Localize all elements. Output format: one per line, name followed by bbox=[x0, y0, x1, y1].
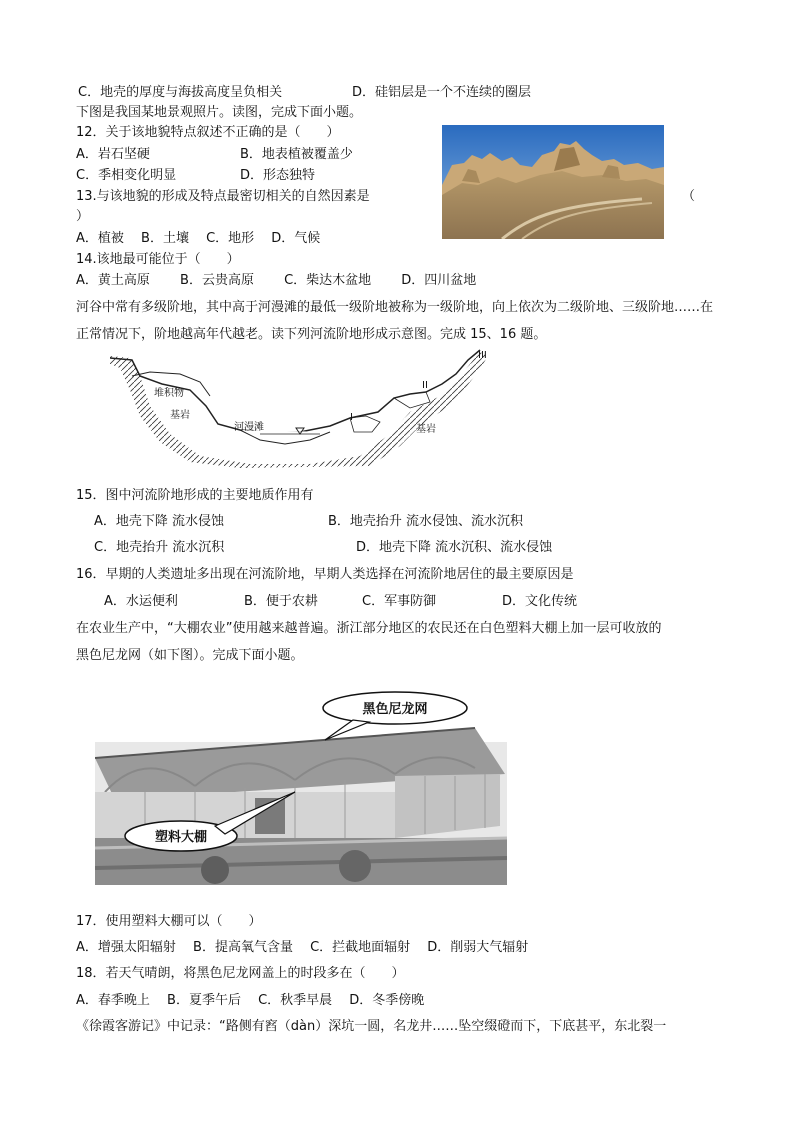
terrace-intro-line1: 河谷中常有多级阶地，其中高于河漫滩的最低一级阶地被称为一级阶地，向上依次为二级阶地、三级阶地……在 bbox=[76, 300, 714, 315]
q16-option-b: B．便于农耕 bbox=[244, 594, 318, 609]
q18-options: A．春季晚上 B．夏季午后 C．秋季早晨 D．冬季傍晚 bbox=[76, 993, 425, 1008]
q13-paren-open: （ bbox=[682, 189, 696, 204]
question-12: 12．关于该地貌特点叙述不正确的是（ ） bbox=[76, 125, 340, 140]
q15-option-b: B．地壳抬升 流水侵蚀、流水沉积 bbox=[328, 514, 524, 529]
question-15: 15．图中河流阶地形成的主要地质作用有 bbox=[76, 488, 314, 503]
q13-options: A．植被 B．土壤 C．地形 D．气候 bbox=[76, 231, 321, 246]
callout-nylon-net: 黑色尼龙网 bbox=[362, 702, 428, 717]
river-terrace-diagram bbox=[110, 346, 520, 470]
question-14: 14.该地最可能位于（ ） bbox=[76, 252, 240, 267]
q12-option-a: A．岩石坚硬 bbox=[76, 147, 150, 162]
question-16: 16．早期的人类遗址多出现在河流阶地，早期人类选择在河流阶地居住的最主要原因是 bbox=[76, 567, 574, 582]
intro-photo-questions: 下图是我国某地景观照片。读图，完成下面小题。 bbox=[76, 105, 363, 120]
question-17: 17．使用塑料大棚可以（ ） bbox=[76, 914, 262, 929]
label-bedrock-right: 基岩 bbox=[416, 424, 436, 435]
q13-paren-close: ） bbox=[76, 209, 90, 224]
greenhouse-intro-line1: 在农业生产中，“大棚农业”使用越来越普遍。浙江部分地区的农民还在白色塑料大棚上加一层可收放的 bbox=[76, 621, 662, 636]
q14-options: A．黄土高原 B．云贵高原 C．柴达木盆地 D．四川盆地 bbox=[76, 273, 477, 288]
q15-option-a: A．地壳下降 流水侵蚀 bbox=[94, 514, 225, 529]
label-floodplain: 河漫滩 bbox=[234, 422, 264, 433]
greenhouse-intro-line2: 黑色尼龙网（如下图）。完成下面小题。 bbox=[76, 648, 304, 663]
question-13: 13.与该地貌的形成及特点最密切相关的自然因素是 bbox=[76, 189, 370, 204]
label-terrace-1: I bbox=[350, 412, 353, 423]
question-18: 18．若天气晴朗，将黑色尼龙网盖上的时段多在（ ） bbox=[76, 966, 405, 981]
greenhouse-photo bbox=[95, 688, 507, 885]
q12-option-b: B．地表植被覆盖少 bbox=[240, 147, 353, 162]
label-bedrock-left: 基岩 bbox=[170, 410, 190, 421]
terrace-intro-line2: 正常情况下，阶地越高年代越老。读下列河流阶地形成示意图。完成 15、16 题。 bbox=[76, 327, 547, 342]
q12-option-c: C．季相变化明显 bbox=[76, 168, 177, 183]
q16-option-d: D．文化传统 bbox=[502, 594, 578, 609]
option-d-q11: D．硅铝层是一个不连续的圈层 bbox=[352, 85, 532, 100]
q15-option-c: C．地壳抬升 流水沉积 bbox=[94, 540, 225, 555]
label-terrace-3: III bbox=[478, 350, 487, 361]
callout-plastic-tunnel: 塑料大棚 bbox=[154, 830, 208, 845]
option-c-q11: C．地壳的厚度与海拔高度呈负相关 bbox=[78, 85, 283, 100]
q16-option-c: C．军事防御 bbox=[362, 594, 437, 609]
xu-xiake-passage: 《徐霞客游记》中记录：“路侧有窞（dàn）深坑一圆，名龙井……坠空缀磴而下，下底甚平，东北裂一 bbox=[76, 1019, 667, 1034]
label-sediment: 堆积物 bbox=[154, 388, 184, 399]
label-terrace-2: II bbox=[422, 380, 428, 391]
landscape-photo bbox=[442, 125, 664, 239]
q15-option-d: D．地壳下降 流水沉积、流水侵蚀 bbox=[356, 540, 553, 555]
q12-option-d: D．形态独特 bbox=[240, 168, 316, 183]
q16-option-a: A．水运便利 bbox=[104, 594, 178, 609]
q17-options: A．增强太阳辐射 B．提高氧气含量 C．拦截地面辐射 D．削弱大气辐射 bbox=[76, 940, 529, 955]
